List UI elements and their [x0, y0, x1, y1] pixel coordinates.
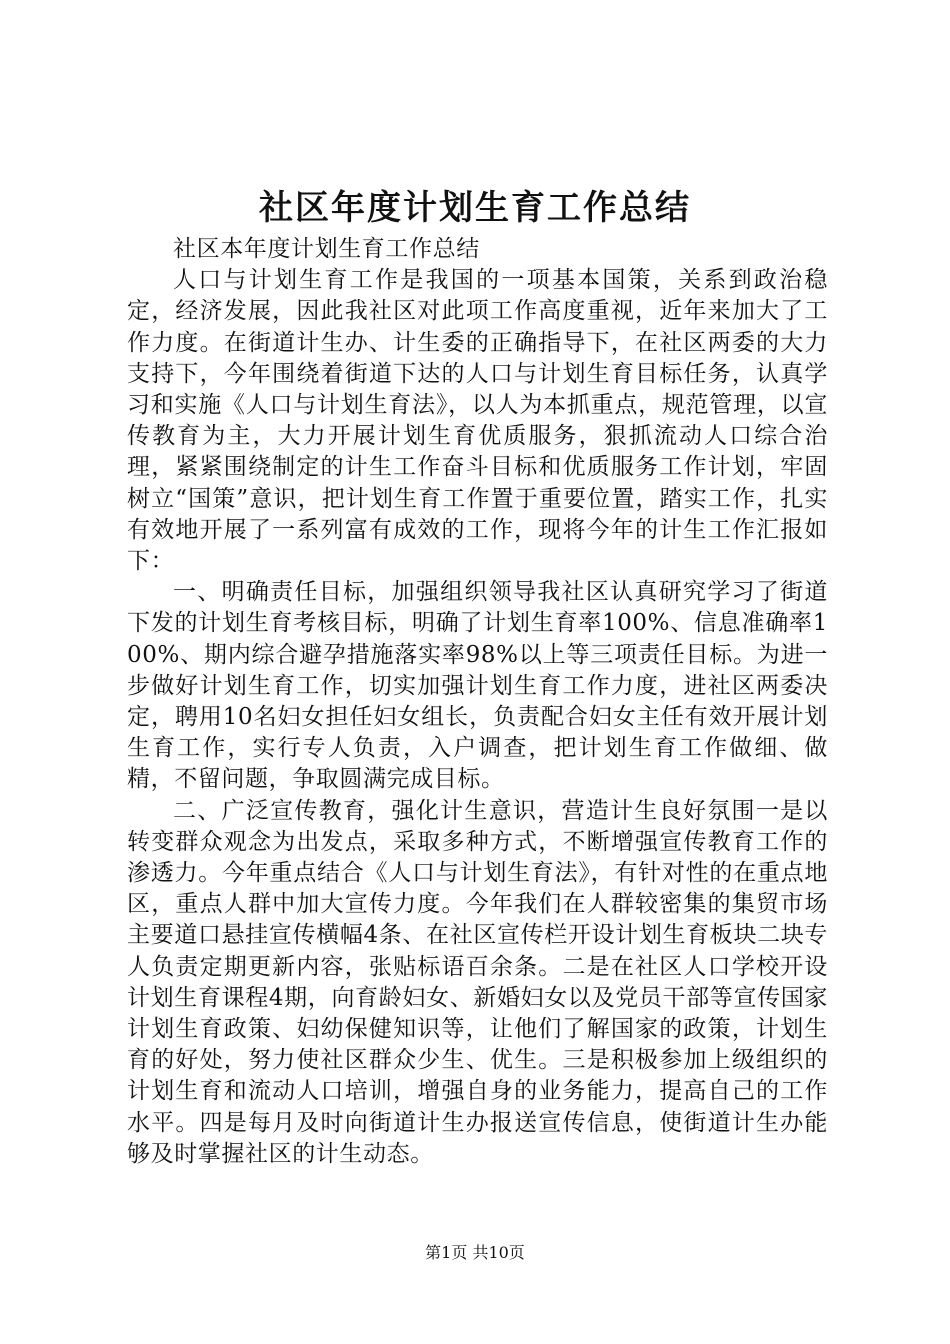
paragraph-section-1: 一、明确责任目标，加强组织领导我社区认真研究学习了街道下发的计划生育考核目标，明确了计划生育率100%、信息准确率100%、期内综合避孕措施落实率98%以上等三项责任目标。为进一步做好计划生育工作，切实加强计划生育工作力度，进社区两委决定，聘用10名妇女担任妇女组长，负责配合妇女主任有效开展计划生育工作，实行专人负责，入户调查，把计划生育工作做细、做精，不留问题，争取圆满完成目标。 — [127, 579, 828, 793]
document-body — [127, 234, 828, 1170]
paragraph-intro: 人口与计划生育工作是我国的一项基本国策，关系到政治稳定，经济发展，因此我社区对此项工作高度重视，近年来加大了工作力度。在街道计生办、计生委的正确指导下，在社区两委的大力支持下，今年围绕着街道下达的人口与计划生育目标任务，认真学习和实施《人口与计划生育法》，以人为本抓重点，规范管理，以宣传教育为主，大力开展计划生育优质服务，狠抓流动人口综合治理，紧紧围绕制定的计生工作奋斗目标和优质服务工作计划，牢固树立“国策”意识，把计划生育工作置于重要位置，踏实工作，扎实有效地开展了一系列富有成效的工作，现将今年的计生工作汇报如下： — [127, 267, 828, 575]
paragraph-subtitle: 社区本年度计划生育工作总结 — [173, 236, 480, 262]
document-title: 社区年度计划生育工作总结 — [259, 188, 691, 228]
paragraph-section-2: 二、广泛宣传教育，强化计生意识，营造计生良好氛围一是以转变群众观念为出发点，采取多种方式，不断增强宣传教育工作的渗透力。今年重点结合《人口与计划生育法》，有针对性的在重点地区，重点人群中加大宣传力度。今年我们在人群较密集的集贸市场主要道口悬挂宣传横幅4条、在社区宣传栏开设计划生育板块二块专人负责定期更新内容，张贴标语百余条。二是在社区人口学校开设计划生育课程4期，向育龄妇女、新婚妇女以及党员干部等宣传国家计划生育政策、妇幼保健知识等，让他们了解国家的政策，计划生育的好处，努力使社区群众少生、优生。三是积极参加上级组织的计划生育和流动人口培训，增强自身的业务能力，提高自己的工作水平。四是每月及时向街道计生办报送宣传信息，使街道计生办能够及时掌握社区的计生动态。 — [127, 797, 828, 1167]
page-footer: 第1页 共10页 — [425, 1243, 525, 1262]
